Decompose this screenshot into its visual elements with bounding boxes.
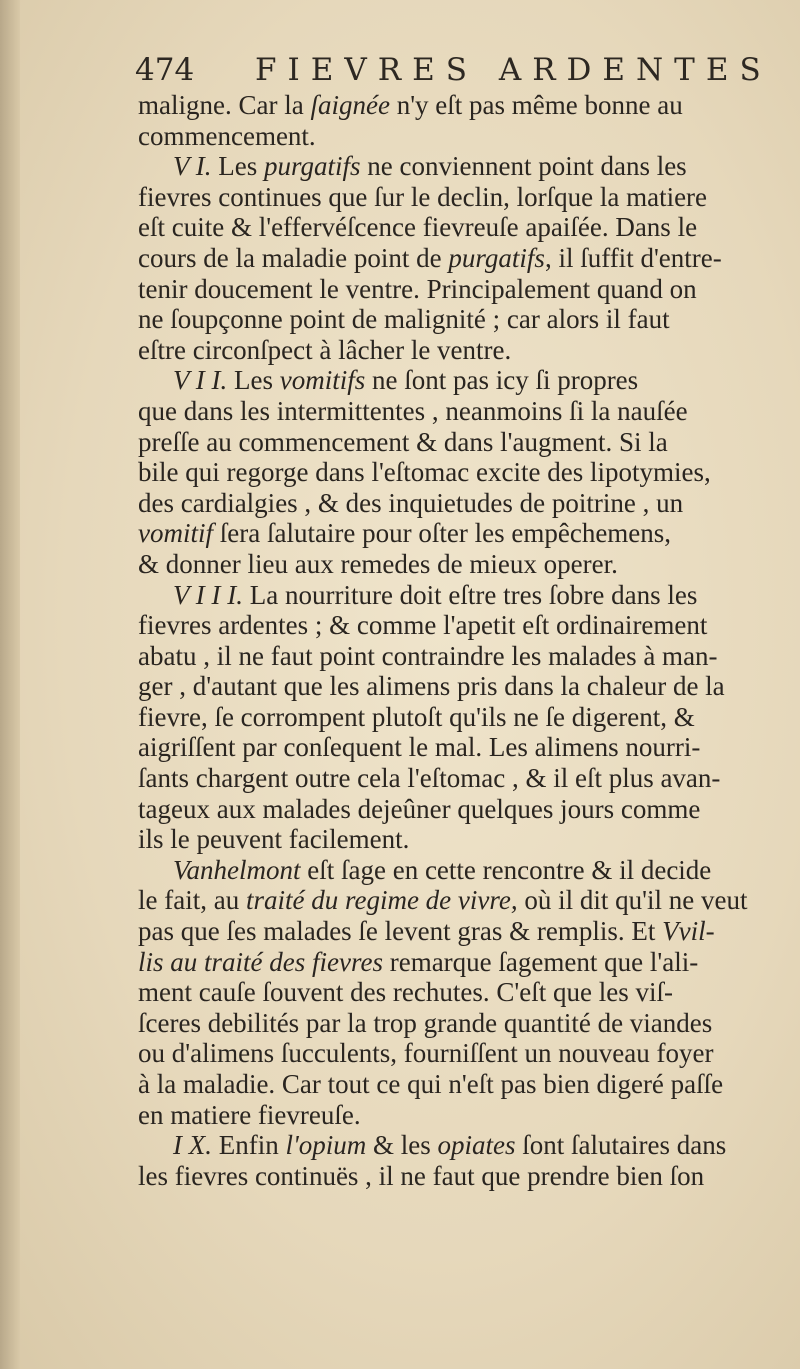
text-line: abatu , il ne faut point contraindre les malades à man-	[138, 640, 718, 671]
text-line: que dans les intermittentes , neanmoins ſi la nauſée	[138, 395, 688, 426]
text-line: tenir doucement le ventre. Principalement quand on	[138, 273, 697, 304]
text-line: les fievres continuës , il ne faut que prendre bien ſon	[138, 1160, 705, 1191]
text-line: ſceres debilités par la trop grande quantité de viandes	[138, 1007, 713, 1038]
text-line: ou d'alimens ſucculents, fourniſſent un nouveau foyer	[138, 1038, 714, 1069]
section-heading-vi: V I. Les purgatifs ne conviennent point dans les	[173, 151, 687, 182]
text-line: ne ſoupçonne point de malignité ; car alors il faut	[138, 304, 670, 335]
text-line: à la maladie. Car tout ce qui n'eſt pas bien digeré paſſe	[138, 1069, 724, 1099]
body-text	[138, 90, 770, 1191]
text-line: ils le peuvent facilement.	[138, 824, 410, 855]
running-header	[135, 48, 770, 92]
page-number: 474	[135, 52, 195, 88]
text-line: ment cauſe ſouvent des rechutes. C'eſt que les viſ-	[138, 977, 673, 1008]
text-line: maligne. Car la ſaignée n'y eſt pas même bonne au	[138, 90, 683, 120]
text-line: ſants chargent outre cela l'eſtomac , & il eſt plus avan-	[138, 763, 721, 794]
text-line: bile qui regorge dans l'eſtomac excite des lipotymies,	[138, 457, 711, 488]
text-line: eſtre circonſpect à lâcher le ventre.	[138, 334, 512, 365]
text-line: preſſe au commencement & dans l'augment. Si la	[138, 426, 668, 457]
text-line: eſt cuite & l'effervéſcence fievreuſe apaiſée. Dans le	[138, 212, 698, 243]
section-heading-viii: V I I I. La nourriture doit eſtre tres ſobre dans les	[173, 579, 698, 610]
section-heading-ix: I X. Enfin l'opium & les opiates ſont ſalutaires dans	[173, 1130, 727, 1161]
text-line: lis au traité des fievres remarque ſagement que l'ali-	[138, 946, 699, 977]
text-line: & donner lieu aux remedes de mieux operer.	[138, 548, 618, 579]
text-line: cours de la maladie point de purgatifs, il ſuffit d'entre-	[138, 242, 722, 273]
text-line: le fait, au traité du regime de vivre, où il dit qu'il ne veut	[138, 885, 748, 916]
page-gutter-shadow	[0, 0, 20, 1369]
section-heading-vii: V I I. Les vomitifs ne ſont pas icy ſi propres	[173, 365, 639, 396]
text-line: tageux aux malades dejeûner quelques jours comme	[138, 793, 701, 824]
text-line: commencement.	[138, 120, 316, 151]
running-title: FIEVRES ARDENTES	[255, 52, 772, 88]
text-line: aigriſſent par conſequent le mal. Les alimens nourri-	[138, 732, 701, 763]
text-line: en matiere fievreuſe.	[138, 1099, 361, 1130]
text-line: fievres continues que ſur le declin, lorſque la matiere	[138, 181, 708, 212]
text-line: pas que ſes malades ſe levent gras & remplis. Et Vvil-	[138, 916, 715, 947]
text-line: des cardialgies , & des inquietudes de poitrine , un	[138, 487, 684, 518]
text-line: fievre, ſe corrompent plutoſt qu'ils ne ſe digerent, &	[138, 701, 695, 732]
text-line: vomitif ſera ſalutaire pour oſter les empêchemens,	[138, 518, 672, 549]
text-line: Vanhelmont eſt ſage en cette rencontre & il decide	[173, 854, 712, 885]
text-line: ger , d'autant que les alimens pris dans la chaleur de la	[138, 671, 725, 702]
text-line: fievres ardentes ; & comme l'apetit eſt ordinairement	[138, 610, 708, 641]
